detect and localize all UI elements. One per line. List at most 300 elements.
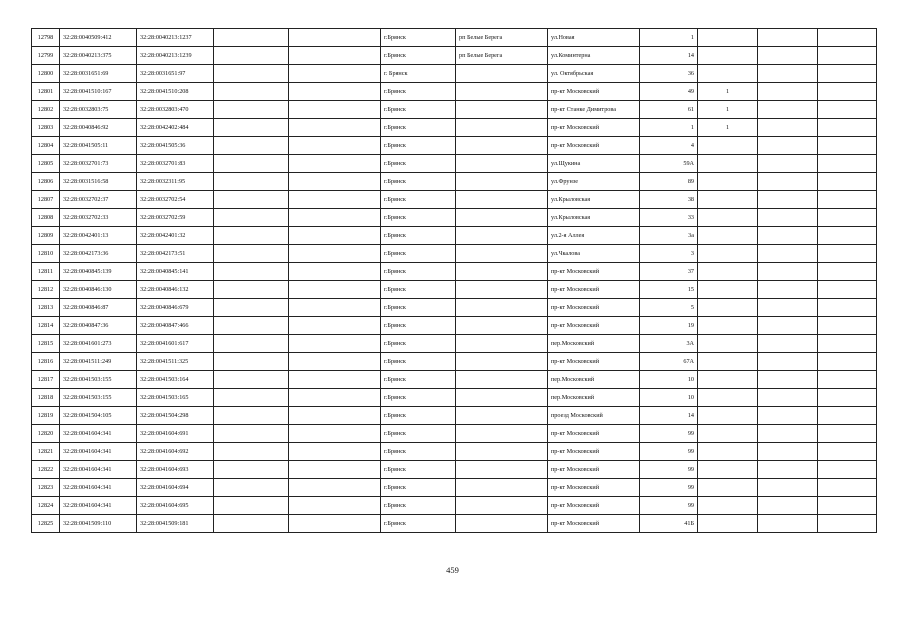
empty-cell [758,209,818,227]
empty-cell [214,47,289,65]
empty-cell [818,191,877,209]
house-number-cell: 89 [640,173,698,191]
page-number: 459 [446,565,459,575]
empty-cell [289,47,381,65]
empty-cell [214,371,289,389]
empty-cell [289,335,381,353]
house-number-cell: 14 [640,47,698,65]
empty-cell [818,425,877,443]
cadastral-object-number: 32:28:0041601:617 [137,335,214,353]
row-number: 12799 [32,47,60,65]
flag-cell [698,389,758,407]
city-cell: г.Брянск [381,515,456,533]
row-number: 12819 [32,407,60,425]
flag-cell [698,353,758,371]
cadastral-quarter-number: 32:28:0041604:341 [60,497,137,515]
empty-cell [214,407,289,425]
table-row [32,137,877,155]
row-number: 12821 [32,443,60,461]
empty-cell [289,299,381,317]
empty-cell [214,389,289,407]
city-cell: г.Брянск [381,389,456,407]
row-number: 12817 [32,371,60,389]
empty-cell [289,479,381,497]
settlement-cell [456,65,548,83]
house-number-cell: 33 [640,209,698,227]
table-row [32,425,877,443]
empty-cell [758,173,818,191]
empty-cell [818,497,877,515]
empty-cell [818,317,877,335]
house-number-cell: 36 [640,65,698,83]
city-cell: г.Брянск [381,83,456,101]
table-row [32,497,877,515]
empty-cell [818,245,877,263]
empty-cell [289,443,381,461]
cadastral-object-number: 32:28:0041511:325 [137,353,214,371]
cadastral-object-number: 32:28:0042402:484 [137,119,214,137]
cadastral-object-number: 32:28:0041604:694 [137,479,214,497]
house-number-cell: 49 [640,83,698,101]
flag-cell [698,191,758,209]
flag-cell [698,443,758,461]
city-cell: г.Брянск [381,443,456,461]
empty-cell [214,83,289,101]
empty-cell [818,101,877,119]
flag-cell [698,65,758,83]
street-cell: проезд Московский [548,407,640,425]
cadastral-quarter-number: 32:28:0041604:341 [60,479,137,497]
cadastral-object-number: 32:28:0042173:51 [137,245,214,263]
empty-cell [214,515,289,533]
cadastral-quarter-number: 32:28:0041503:155 [60,389,137,407]
flag-cell: 1 [698,119,758,137]
cadastral-quarter-number: 32:28:0031516:58 [60,173,137,191]
settlement-cell [456,299,548,317]
city-cell: г. Брянск [381,65,456,83]
table-row [32,299,877,317]
table-row [32,461,877,479]
empty-cell [818,137,877,155]
table-row [32,155,877,173]
empty-cell [818,29,877,47]
city-cell: г.Брянск [381,227,456,245]
row-number: 12803 [32,119,60,137]
cadastral-quarter-number: 32:28:0041509:110 [60,515,137,533]
house-number-cell: 14 [640,407,698,425]
empty-cell [289,245,381,263]
table-row [32,479,877,497]
cadastral-object-number: 32:28:0041604:695 [137,497,214,515]
empty-cell [818,389,877,407]
settlement-cell [456,497,548,515]
house-number-cell: 3а [640,227,698,245]
empty-cell [214,173,289,191]
empty-cell [758,515,818,533]
row-number: 12825 [32,515,60,533]
flag-cell [698,317,758,335]
city-cell: г.Брянск [381,317,456,335]
table-row [32,389,877,407]
empty-cell [818,443,877,461]
table-row [32,245,877,263]
table-row [32,83,877,101]
empty-cell [758,83,818,101]
street-cell: пр-кт Московский [548,263,640,281]
house-number-cell: 37 [640,263,698,281]
street-cell: пр-кт Московский [548,83,640,101]
empty-cell [214,119,289,137]
city-cell: г.Брянск [381,47,456,65]
table-row [32,353,877,371]
cadastral-object-number: 32:28:0041505:36 [137,137,214,155]
city-cell: г.Брянск [381,371,456,389]
city-cell: г.Брянск [381,497,456,515]
empty-cell [818,83,877,101]
settlement-cell [456,389,548,407]
cadastral-quarter-number: 32:28:0040847:36 [60,317,137,335]
street-cell: ул.Новая [548,29,640,47]
empty-cell [214,281,289,299]
empty-cell [214,65,289,83]
table-row [32,191,877,209]
empty-cell [818,407,877,425]
street-cell: пр-кт Московский [548,137,640,155]
row-number: 12809 [32,227,60,245]
settlement-cell [456,353,548,371]
empty-cell [758,353,818,371]
street-cell: пр-кт Московский [548,281,640,299]
cadastral-quarter-number: 32:28:0040846:130 [60,281,137,299]
street-cell: ул.Крыловская [548,191,640,209]
empty-cell [289,497,381,515]
empty-cell [758,101,818,119]
empty-cell [289,515,381,533]
cadastral-quarter-number: 32:28:0041504:105 [60,407,137,425]
empty-cell [758,497,818,515]
flag-cell [698,461,758,479]
cadastral-object-number: 32:28:0041604:693 [137,461,214,479]
settlement-cell [456,479,548,497]
street-cell: ул.Коминтерна [548,47,640,65]
city-cell: г.Брянск [381,461,456,479]
cadastral-quarter-number: 32:28:0041604:341 [60,461,137,479]
street-cell: пер.Московский [548,335,640,353]
cadastral-object-number: 32:28:0040846:132 [137,281,214,299]
street-cell: пр-кт Московский [548,479,640,497]
house-number-cell: 10 [640,389,698,407]
empty-cell [289,101,381,119]
cadastral-object-number: 32:28:0041504:298 [137,407,214,425]
cadastral-quarter-number: 32:28:0041604:341 [60,425,137,443]
row-number: 12822 [32,461,60,479]
empty-cell [214,461,289,479]
house-number-cell: 67А [640,353,698,371]
cadastral-object-number: 32:28:0040213:1237 [137,29,214,47]
settlement-cell [456,407,548,425]
empty-cell [289,407,381,425]
empty-cell [758,245,818,263]
empty-cell [289,29,381,47]
cadastral-object-number: 32:28:0041510:208 [137,83,214,101]
empty-cell [758,65,818,83]
house-number-cell: 61 [640,101,698,119]
house-number-cell: 1 [640,29,698,47]
empty-cell [289,461,381,479]
row-number: 12806 [32,173,60,191]
empty-cell [758,461,818,479]
house-number-cell: 19 [640,317,698,335]
cadastral-quarter-number: 32:28:0042173:36 [60,245,137,263]
settlement-cell [456,425,548,443]
empty-cell [214,191,289,209]
street-cell: пр-кт Московский [548,497,640,515]
settlement-cell [456,137,548,155]
street-cell: ул.Чкалова [548,245,640,263]
empty-cell [214,137,289,155]
settlement-cell [456,155,548,173]
row-number: 12820 [32,425,60,443]
table-row [32,371,877,389]
street-cell: пр-кт Московский [548,353,640,371]
empty-cell [214,443,289,461]
empty-cell [289,83,381,101]
empty-cell [214,29,289,47]
house-number-cell: 59А [640,155,698,173]
row-number: 12804 [32,137,60,155]
empty-cell [758,155,818,173]
settlement-cell [456,101,548,119]
cadastral-quarter-number: 32:28:0040846:87 [60,299,137,317]
row-number: 12815 [32,335,60,353]
empty-cell [758,281,818,299]
empty-cell [214,155,289,173]
empty-cell [818,155,877,173]
row-number: 12811 [32,263,60,281]
flag-cell [698,263,758,281]
settlement-cell [456,515,548,533]
city-cell: г.Брянск [381,101,456,119]
row-number: 12805 [32,155,60,173]
row-number: 12814 [32,317,60,335]
empty-cell [214,245,289,263]
empty-cell [758,371,818,389]
settlement-cell [456,461,548,479]
table-row [32,65,877,83]
street-cell: пр-кт Станке Димитрова [548,101,640,119]
city-cell: г.Брянск [381,29,456,47]
house-number-cell: 99 [640,443,698,461]
empty-cell [214,101,289,119]
street-cell: пр-кт Московский [548,425,640,443]
empty-cell [214,227,289,245]
cadastral-quarter-number: 32:28:0041503:155 [60,371,137,389]
street-cell: пр-кт Московский [548,515,640,533]
cadastral-object-number: 32:28:0041604:691 [137,425,214,443]
cadastral-object-number: 32:28:0041509:181 [137,515,214,533]
cadastral-object-number: 32:28:0041503:165 [137,389,214,407]
empty-cell [758,47,818,65]
empty-cell [818,461,877,479]
empty-cell [758,407,818,425]
cadastral-object-number: 32:28:0040846:679 [137,299,214,317]
empty-cell [214,479,289,497]
table-row [32,317,877,335]
empty-cell [289,209,381,227]
house-number-cell: 1 [640,119,698,137]
table-row [32,281,877,299]
street-cell: пр-кт Московский [548,299,640,317]
house-number-cell: 10 [640,371,698,389]
city-cell: г.Брянск [381,173,456,191]
house-number-cell: 99 [640,461,698,479]
city-cell: г.Брянск [381,407,456,425]
city-cell: г.Брянск [381,119,456,137]
empty-cell [289,353,381,371]
cadastral-quarter-number: 32:28:0031651:69 [60,65,137,83]
street-cell: ул.Крыловская [548,209,640,227]
city-cell: г.Брянск [381,155,456,173]
settlement-cell [456,443,548,461]
empty-cell [214,497,289,515]
settlement-cell: рп Белые Берега [456,29,548,47]
city-cell: г.Брянск [381,479,456,497]
street-cell: пр-кт Московский [548,461,640,479]
settlement-cell [456,317,548,335]
cadastral-object-number: 32:28:0032702:54 [137,191,214,209]
empty-cell [214,209,289,227]
flag-cell [698,209,758,227]
empty-cell [214,335,289,353]
house-number-cell: 99 [640,479,698,497]
flag-cell [698,335,758,353]
cadastral-quarter-number: 32:28:0032702:33 [60,209,137,227]
cadastral-object-number: 32:28:0040845:141 [137,263,214,281]
settlement-cell [456,245,548,263]
flag-cell [698,281,758,299]
flag-cell [698,371,758,389]
row-number: 12802 [32,101,60,119]
street-cell: пр-кт Московский [548,443,640,461]
register-table [31,28,877,533]
empty-cell [289,65,381,83]
empty-cell [758,29,818,47]
cadastral-quarter-number: 32:28:0040845:139 [60,263,137,281]
flag-cell [698,155,758,173]
empty-cell [289,119,381,137]
house-number-cell: 3 [640,245,698,263]
city-cell: г.Брянск [381,281,456,299]
city-cell: г.Брянск [381,425,456,443]
flag-cell [698,137,758,155]
cadastral-quarter-number: 32:28:0041601:273 [60,335,137,353]
cadastral-quarter-number: 32:28:0032803:75 [60,101,137,119]
cadastral-quarter-number: 32:28:0032702:37 [60,191,137,209]
cadastral-object-number: 32:28:0032702:59 [137,209,214,227]
cadastral-object-number: 32:28:0041503:164 [137,371,214,389]
street-cell: пер.Московский [548,389,640,407]
cadastral-object-number: 32:28:0032803:470 [137,101,214,119]
table-row [32,263,877,281]
table-row [32,407,877,425]
city-cell: г.Брянск [381,299,456,317]
table-row [32,335,877,353]
empty-cell [289,155,381,173]
house-number-cell: 15 [640,281,698,299]
city-cell: г.Брянск [381,209,456,227]
cadastral-object-number: 32:28:0042401:32 [137,227,214,245]
cadastral-quarter-number: 32:28:0040213:375 [60,47,137,65]
register-table-body [32,29,877,533]
settlement-cell [456,227,548,245]
city-cell: г.Брянск [381,245,456,263]
empty-cell [758,263,818,281]
empty-cell [758,119,818,137]
cadastral-quarter-number: 32:28:0041505:11 [60,137,137,155]
cadastral-object-number: 32:28:0040847:466 [137,317,214,335]
table-row [32,47,877,65]
flag-cell [698,479,758,497]
empty-cell [289,425,381,443]
cadastral-quarter-number: 32:28:0041510:167 [60,83,137,101]
street-cell: пр-кт Московский [548,317,640,335]
cadastral-quarter-number: 32:28:0041511:249 [60,353,137,371]
row-number: 12824 [32,497,60,515]
flag-cell [698,407,758,425]
street-cell: пер.Московский [548,371,640,389]
table-row [32,29,877,47]
settlement-cell: рп Белые Берега [456,47,548,65]
flag-cell [698,425,758,443]
empty-cell [758,227,818,245]
empty-cell [818,281,877,299]
empty-cell [818,173,877,191]
empty-cell [289,281,381,299]
settlement-cell [456,173,548,191]
empty-cell [214,317,289,335]
row-number: 12798 [32,29,60,47]
settlement-cell [456,371,548,389]
street-cell: ул.Щукина [548,155,640,173]
empty-cell [289,191,381,209]
row-number: 12812 [32,281,60,299]
settlement-cell [456,263,548,281]
cadastral-object-number: 32:28:0040213:1239 [137,47,214,65]
city-cell: г.Брянск [381,191,456,209]
empty-cell [818,515,877,533]
empty-cell [758,443,818,461]
empty-cell [758,137,818,155]
empty-cell [758,299,818,317]
table-row [32,101,877,119]
table-row [32,173,877,191]
cadastral-quarter-number: 32:28:0040846:92 [60,119,137,137]
row-number: 12808 [32,209,60,227]
house-number-cell: 99 [640,425,698,443]
settlement-cell [456,281,548,299]
house-number-cell: 99 [640,497,698,515]
city-cell: г.Брянск [381,263,456,281]
table-row [32,209,877,227]
row-number: 12823 [32,479,60,497]
cadastral-quarter-number: 32:28:0032701:73 [60,155,137,173]
house-number-cell: 38 [640,191,698,209]
row-number: 12800 [32,65,60,83]
city-cell: г.Брянск [381,353,456,371]
empty-cell [214,299,289,317]
empty-cell [818,353,877,371]
row-number: 12801 [32,83,60,101]
